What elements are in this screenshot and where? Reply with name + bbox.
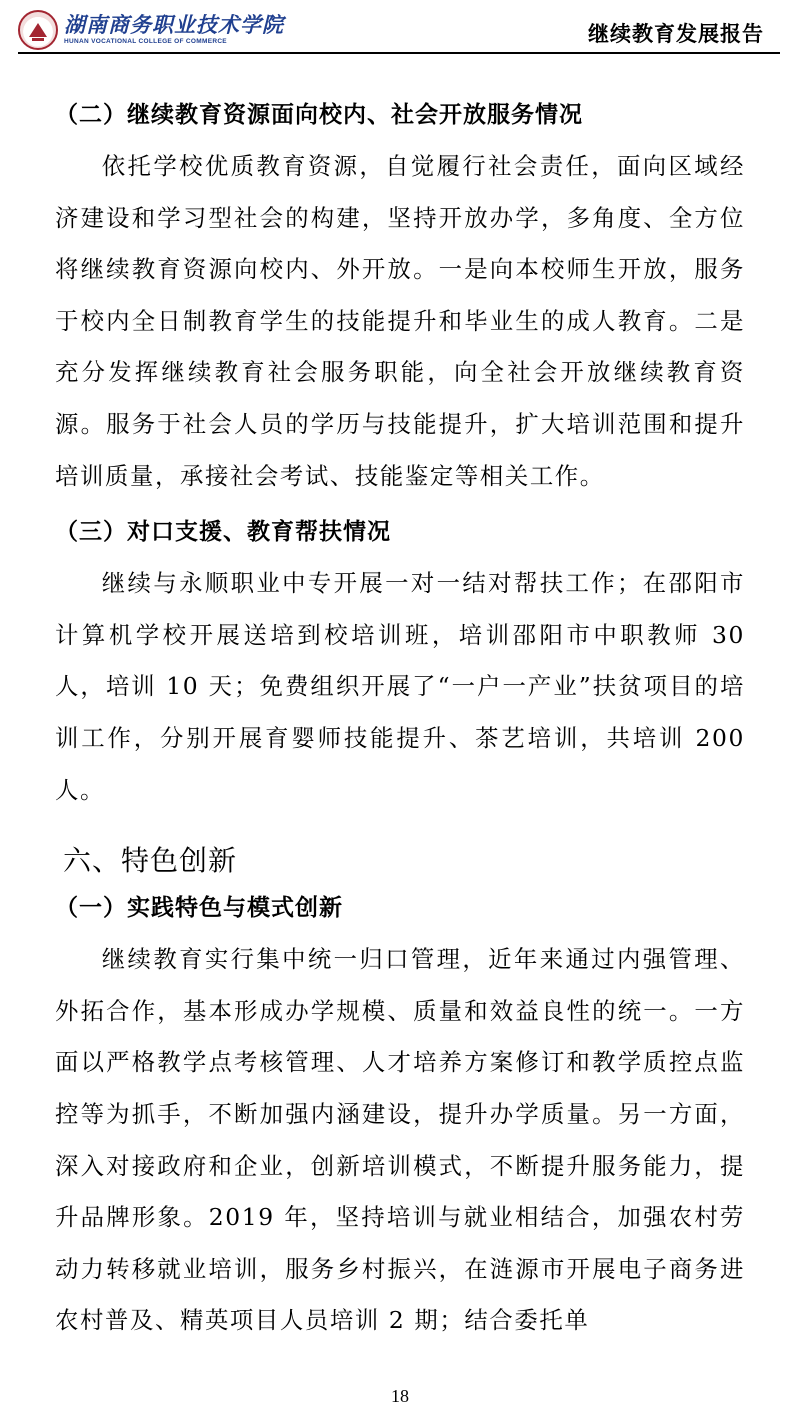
college-logo [18,8,284,52]
section-heading-3: （三）对口支援、教育帮扶情况 [55,519,391,546]
page-number: 18 [391,1386,409,1406]
page-body [55,93,745,1347]
logo-text [64,13,284,47]
header-divider [18,52,780,54]
college-seal-icon [18,10,58,50]
logo-english-name: HUNAN VOCATIONAL COLLEGE OF COMMERCE [64,38,227,45]
report-title: 继续教育发展报告 [588,22,764,46]
logo-chinese-name: 湖南商务职业技术学院 [64,12,284,37]
section-heading-6-1: （一）实践特色与模式创新 [55,895,343,922]
section-paragraph-6-1: 继续教育实行集中统一归口管理，近年来通过内强管理、外拓合作，基本形成办学规模、质量和效益良性的统一。一方面以严格教学点考核管理、人才培养方案修订和教学质控点监控等为抓手，不断加强内涵建设，提升办学质量。另一方面，深入对接政府和企业，创新培训模式，不断提升服务能力，提升品牌形象。2019 年，坚持培训与就业相结合，加强农村劳动力转移就业培训，服务乡村振兴，在涟源市开展电子商务进农村普及、精英项目人员培训 2 期；结合委托单 [55,945,745,1335]
section-paragraph-3: 继续与永顺职业中专开展一对一结对帮扶工作；在邵阳市计算机学校开展送培到校培训班，培训邵阳市中职教师 30 人，培训 10 天；免费组织开展了“一户一产业”扶贫项目的培训工作，分别开展育婴师技能提升、茶艺培训，共培训 200 人。 [55,569,745,804]
section-heading-2: （二）继续教育资源面向校内、社会开放服务情况 [55,102,583,128]
chapter-heading-6: 六、特色创新 [63,844,238,878]
section-paragraph-2: 依托学校优质教育资源，自觉履行社会责任，面向区域经济建设和学习型社会的构建，坚持开放办学，多角度、全方位将继续教育资源向校内、外开放。一是向本校师生开放，服务于校内全日制教育学生的技能提升和毕业生的成人教育。二是充分发挥继续教育社会服务职能，向全社会开放继续教育资源。服务于社会人员的学历与技能提升，扩大培训范围和提升培训质量，承接社会考试、技能鉴定等相关工作。 [55,152,745,490]
page-header [18,8,778,54]
